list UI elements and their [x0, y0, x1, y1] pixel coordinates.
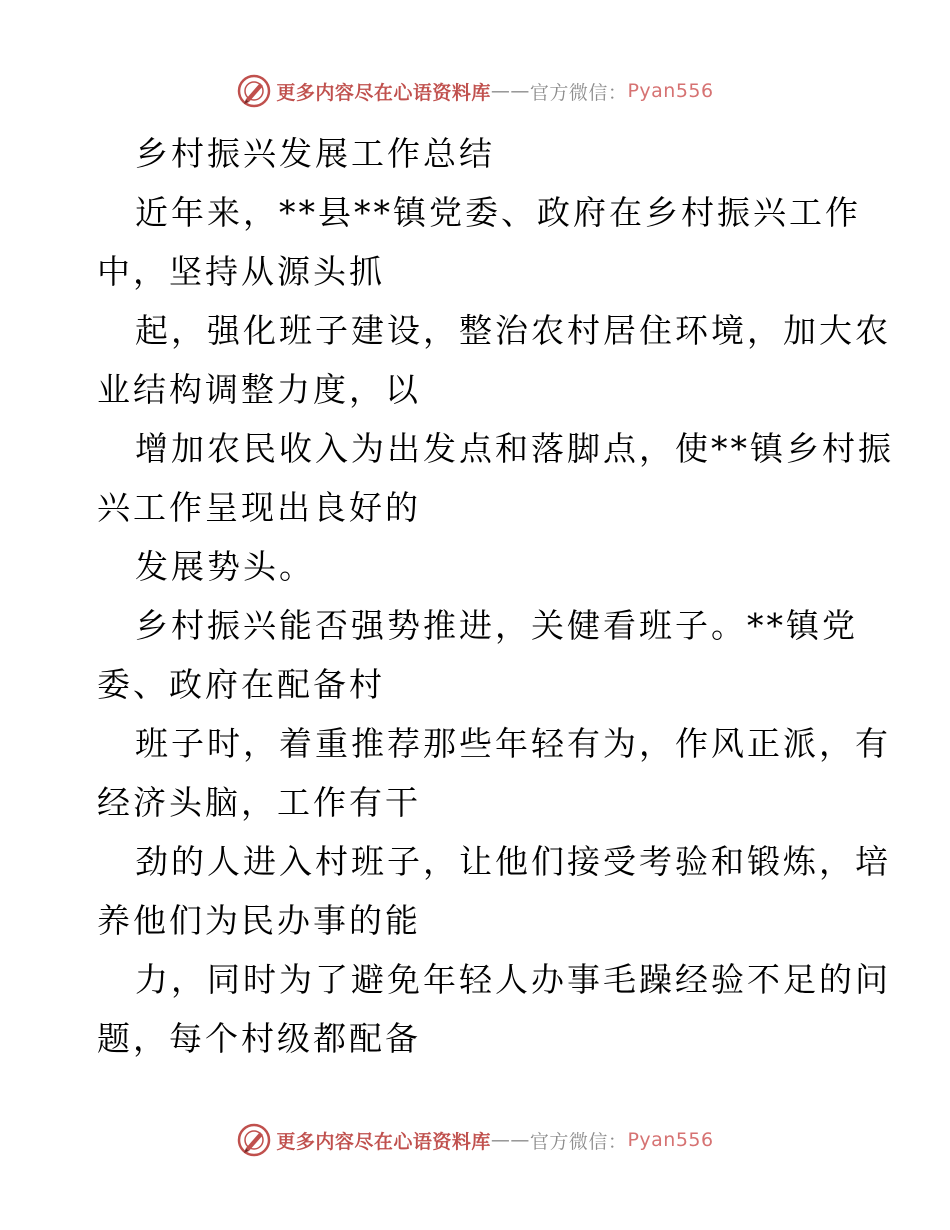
watermark-wechat-label: 官方微信： — [529, 81, 628, 104]
text-line: 乡村振兴能否强势推进，关健看班子。**镇党 — [135, 606, 858, 645]
watermark-wechat-id: Pyan556 — [627, 80, 714, 102]
pen-logo-icon — [236, 1122, 272, 1158]
text-line: 经济头脑，工作有干 — [97, 783, 421, 822]
header-watermark — [0, 71, 950, 111]
watermark-dash: —— — [490, 80, 530, 102]
text-line: 劲的人进入村班子，让他们接受考验和锻炼，培 — [135, 842, 891, 881]
document-title: 乡村振兴发展工作总结 — [135, 134, 495, 173]
footer-watermark — [0, 1120, 950, 1160]
text-line: 委、政府在配备村 — [97, 665, 385, 704]
text-line: 力，同时为了避免年轻人办事毛躁经验不足的问 — [135, 960, 891, 999]
watermark-title: 更多内容尽在心语资料库 — [276, 81, 491, 104]
text-line: 发展势头。 — [135, 547, 315, 586]
text-line: 兴工作呈现出良好的 — [97, 488, 421, 527]
pen-logo-icon — [236, 73, 272, 109]
text-line: 班子时，着重推荐那些年轻有为，作风正派，有 — [135, 724, 891, 763]
text-line: 业结构调整力度，以 — [97, 370, 421, 409]
watermark-title: 更多内容尽在心语资料库 — [276, 1130, 491, 1153]
text-line: 近年来，**县**镇党委、政府在乡村振兴工作 — [135, 193, 861, 232]
text-line: 中，坚持从源头抓 — [97, 252, 385, 291]
text-line: 养他们为民办事的能 — [97, 901, 421, 940]
watermark-wechat-label: 官方微信： — [529, 1130, 628, 1153]
watermark-wechat-id: Pyan556 — [627, 1129, 714, 1151]
text-line: 增加农民收入为出发点和落脚点，使**镇乡村振 — [135, 429, 894, 468]
watermark-dash: —— — [490, 1129, 530, 1151]
document-body — [97, 124, 894, 1068]
text-line: 起，强化班子建设，整治农村居住环境，加大农 — [135, 311, 891, 350]
text-line: 题，每个村级都配备 — [97, 1019, 421, 1058]
